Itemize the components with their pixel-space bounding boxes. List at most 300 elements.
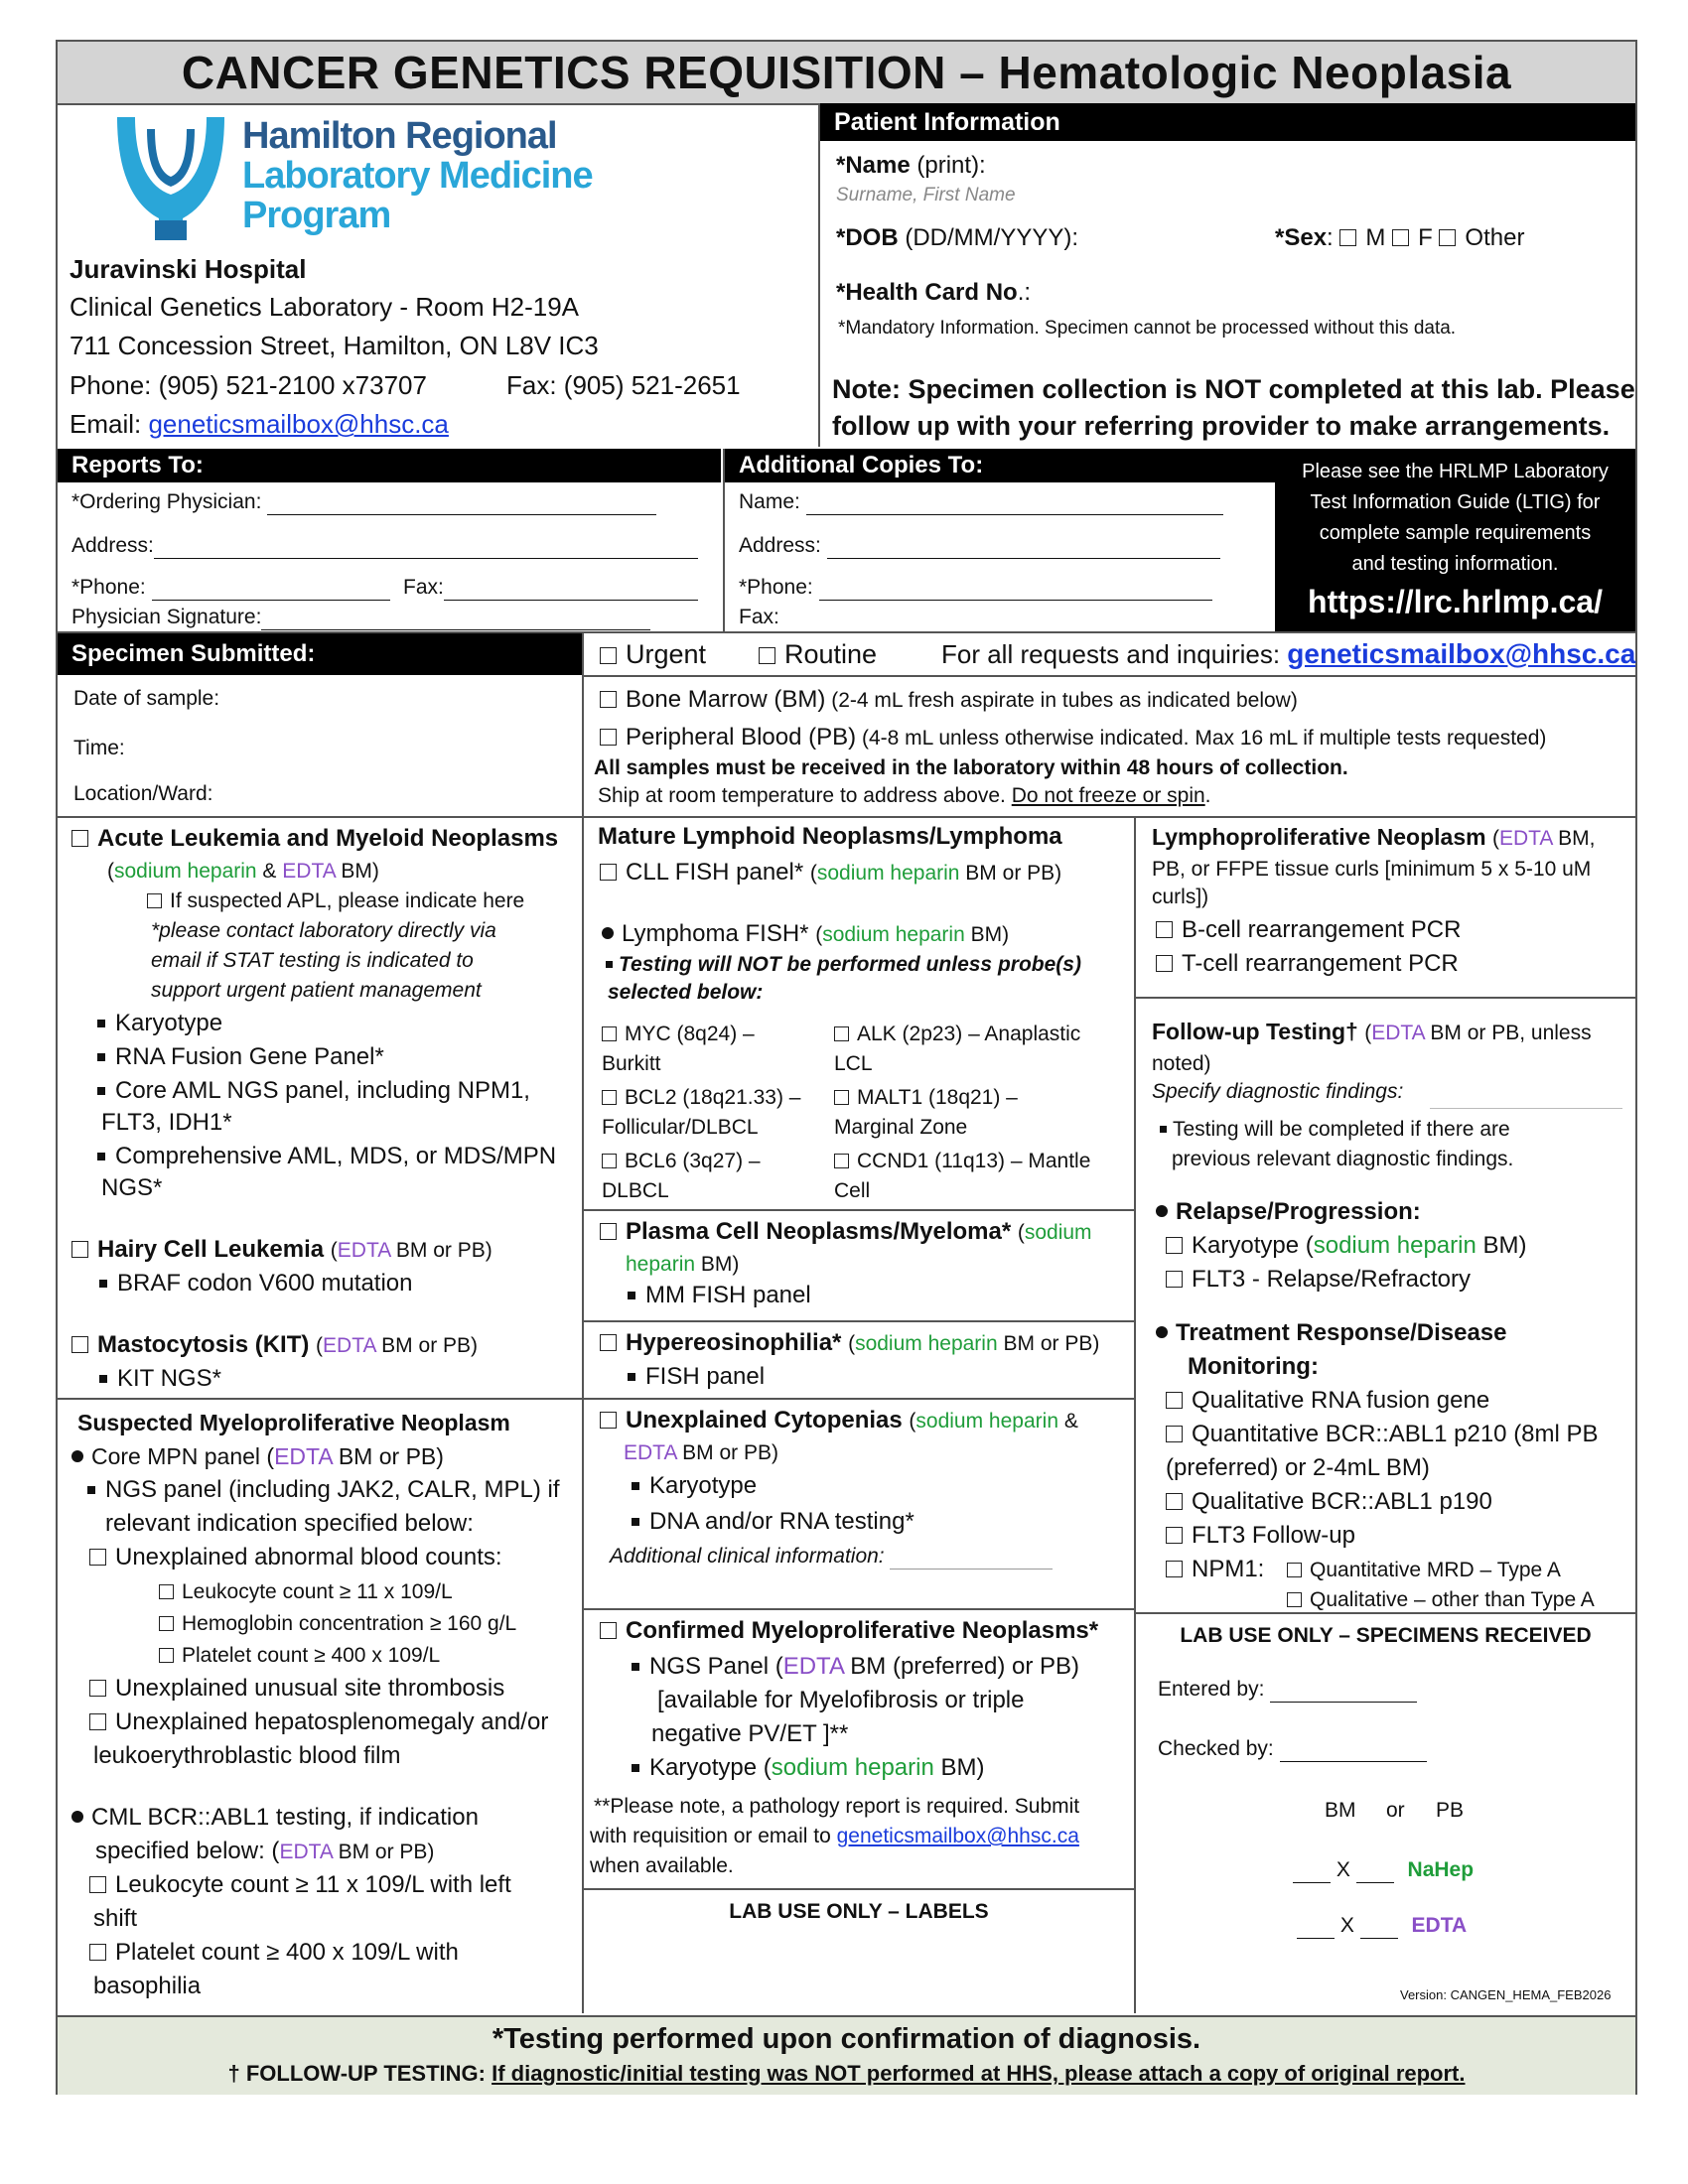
cyto-dna-rna-label: DNA and/or RNA testing* xyxy=(649,1508,914,1535)
within-48h-note: All samples must be received in the laboratory within 48 hours of collection. xyxy=(594,756,1348,779)
acute-leukemia-checkbox[interactable] xyxy=(71,830,88,847)
apl-checkbox[interactable] xyxy=(147,893,162,908)
core-mpn-option[interactable] xyxy=(71,1441,444,1471)
followup-note-text: Testing will be completed if there are xyxy=(1173,1118,1510,1141)
lab-email-row xyxy=(70,409,449,439)
lab-phone: Phone: (905) 521-2100 x73707 xyxy=(70,370,427,400)
followup-title: Follow-up Testing† xyxy=(1152,1019,1358,1044)
copies-address-field[interactable] xyxy=(739,532,1220,559)
probe-bcl6-line-2: DLBCL xyxy=(602,1179,669,1202)
hairy-cell-checkbox[interactable] xyxy=(71,1241,88,1258)
plasma-tube-line-2 xyxy=(626,1251,739,1278)
hemoglobin-label: Hemoglobin concentration ≥ 160 g/L xyxy=(182,1612,517,1635)
masto-tube-rest: BM or PB) xyxy=(375,1334,479,1357)
cytopenias-checkbox[interactable] xyxy=(600,1412,617,1429)
hypereosinophilia-checkbox[interactable] xyxy=(600,1334,617,1351)
plasma-tube-rest: BM) xyxy=(695,1253,740,1276)
probe-myc-label: MYC (8q24) – xyxy=(625,1023,755,1045)
pathology-note-1: **Please note, a pathology report is required. Submit xyxy=(594,1795,1080,1818)
bm-col-label: BM xyxy=(1325,1799,1356,1822)
inquiries-email-link[interactable]: geneticsmailbox@hhsc.ca xyxy=(1287,638,1636,669)
probe-bcl2-label: BCL2 (18q21.33) – xyxy=(625,1086,801,1109)
lymphoproliferative-title: Lymphoproliferative Neoplasm xyxy=(1152,824,1486,850)
pathology-note-2 xyxy=(590,1823,1079,1849)
copies-fax-field[interactable] xyxy=(739,604,779,630)
relapse-kary-tube-rest: BM) xyxy=(1476,1232,1527,1259)
amp: & xyxy=(1058,1410,1078,1433)
cml-line-2 xyxy=(95,1837,434,1867)
time-label[interactable]: Time: xyxy=(73,737,125,759)
probe-ccnd1-label: CCND1 (11q13) – Mantle xyxy=(857,1150,1091,1172)
lab-department: Clinical Genetics Laboratory - Room H2-19A xyxy=(70,292,579,322)
quant-p210-checkbox[interactable] xyxy=(1166,1426,1183,1442)
sex-m-checkbox[interactable] xyxy=(1339,229,1356,246)
probe-malt1-label: MALT1 (18q21) – xyxy=(857,1086,1018,1109)
lymphoproliferative-title-row: Lymphoproliferative Neoplasm (EDTA BM, xyxy=(1152,824,1596,850)
hepatosplenomegaly-checkbox[interactable] xyxy=(89,1713,106,1730)
cml-platelet-label: Platelet count ≥ 400 x 109/L with xyxy=(115,1939,459,1966)
ship-note xyxy=(598,782,1211,809)
followup-title-row: Follow-up Testing† (EDTA BM or PB, unless xyxy=(1152,1019,1592,1044)
b-cell-pcr-label: B-cell rearrangement PCR xyxy=(1182,916,1462,943)
lab-email-link[interactable]: geneticsmailbox@hhsc.ca xyxy=(148,409,449,439)
ordering-physician-label: *Ordering Physician: xyxy=(71,490,262,513)
followup-note-2: previous relevant diagnostic findings. xyxy=(1172,1148,1514,1170)
reports-phone-field[interactable] xyxy=(71,574,390,601)
braf-label: BRAF codon V600 mutation xyxy=(117,1270,413,1297)
treatment-option[interactable] xyxy=(1156,1318,1506,1348)
sex-other-label: Other xyxy=(1465,224,1525,251)
treatment-label: Treatment Response/Disease xyxy=(1176,1319,1507,1346)
probe-ccnd1-checkbox[interactable] xyxy=(834,1154,849,1168)
flt3-followup-label: FLT3 Follow-up xyxy=(1192,1522,1355,1549)
email-label: Email: xyxy=(70,409,149,439)
probe-bcl6-label: BCL6 (3q27) – xyxy=(625,1150,761,1172)
collection-note-2: follow up with your referring provider to make arrangements. xyxy=(832,411,1611,441)
bone-marrow-option[interactable] xyxy=(600,685,1298,716)
sex-other-checkbox[interactable] xyxy=(1439,229,1456,246)
rna-fusion-label: RNA Fusion Gene Panel* xyxy=(115,1043,384,1070)
cll-tube-rest: BM or PB) xyxy=(959,862,1062,885)
health-card-label: *Health Card No xyxy=(836,279,1018,306)
lab-use-labels-title: LAB USE ONLY – LABELS xyxy=(729,1900,989,1923)
hemoglobin-checkbox[interactable] xyxy=(159,1616,174,1631)
followup-tube-rest: BM or PB, unless xyxy=(1424,1022,1592,1044)
probe-alk-option[interactable] xyxy=(834,1021,1080,1047)
pathology-note-text: with requisition or email to xyxy=(590,1825,837,1847)
footer-line-2 xyxy=(58,2059,1635,2089)
checked-by-label: Checked by: xyxy=(1158,1737,1274,1760)
patient-info-header: Patient Information xyxy=(820,103,1635,141)
thrombosis-label: Unexplained unusual site thrombosis xyxy=(115,1675,505,1702)
tube-edta: EDTA xyxy=(337,1239,391,1262)
npm1-mrd-label: Quantitative MRD – Type A xyxy=(1310,1559,1561,1581)
nahep-count-row[interactable] xyxy=(1293,1856,1474,1883)
cytopenias-option[interactable]: Unexplained Cytopenias (sodium heparin & xyxy=(600,1406,1078,1436)
sex-f-checkbox[interactable] xyxy=(1392,229,1409,246)
probe-myc-option[interactable] xyxy=(602,1021,755,1047)
flt3-followup-option[interactable] xyxy=(1166,1521,1355,1551)
flt3-relapse-checkbox[interactable] xyxy=(1166,1271,1183,1288)
version-label: Version: CANGEN_HEMA_FEB2026 xyxy=(1400,1987,1612,2002)
hepatosplenomegaly-label: Unexplained hepatosplenomegaly and/or xyxy=(115,1708,549,1735)
cll-fish-label: CLL FISH panel* xyxy=(626,859,804,886)
cml-line-2-text: specified below: ( xyxy=(95,1838,280,1864)
cml-option[interactable] xyxy=(71,1803,479,1833)
qual-rna-checkbox[interactable] xyxy=(1166,1392,1183,1409)
date-of-sample-label[interactable]: Date of sample: xyxy=(73,687,220,710)
thrombosis-checkbox[interactable] xyxy=(89,1680,106,1697)
qual-rna-label: Qualitative RNA fusion gene xyxy=(1192,1387,1490,1414)
ltig-box xyxy=(1275,449,1635,633)
tube-sodium-heparin: sodium heparin xyxy=(114,860,257,883)
ngs-panel-line-2: relevant indication specified below: xyxy=(105,1510,474,1537)
abnormal-counts-label: Unexplained abnormal blood counts: xyxy=(115,1544,502,1570)
probe-warning-1 xyxy=(606,951,1081,978)
tube-sodium-heparin: sodium xyxy=(1024,1221,1092,1244)
hypereo-tube-rest: BM or PB) xyxy=(997,1332,1100,1355)
b-cell-pcr-option[interactable] xyxy=(1156,915,1461,945)
thrombosis-option[interactable] xyxy=(89,1674,504,1704)
inquiries-label: For all requests and inquiries: xyxy=(941,639,1281,669)
kit-item xyxy=(99,1364,221,1394)
cml-label: CML BCR::ABL1 testing, if indication xyxy=(91,1804,479,1831)
core-aml-label: Core AML NGS panel, including NPM1, xyxy=(115,1077,530,1104)
abnormal-counts-checkbox[interactable] xyxy=(89,1549,106,1566)
plasma-cell-option[interactable]: Plasma Cell Neoplasms/Myeloma* (sodium xyxy=(600,1217,1092,1248)
probe-malt1-checkbox[interactable] xyxy=(834,1090,849,1105)
dob-field[interactable] xyxy=(836,223,1078,253)
platelet-label: Platelet count ≥ 400 x 109/L xyxy=(182,1644,441,1667)
ordering-physician-field[interactable] xyxy=(71,488,656,515)
copies-fax-label: Fax: xyxy=(739,606,779,628)
specify-findings-field[interactable] xyxy=(1152,1078,1403,1105)
probe-warning-text: Testing will NOT be performed unless probe(s) xyxy=(619,953,1081,976)
copies-name-label: Name: xyxy=(739,490,800,513)
ltig-line-2: Test Information Guide (LTIG) for xyxy=(1310,491,1601,513)
x-label: X xyxy=(1339,1914,1354,1937)
followup-note-1 xyxy=(1160,1116,1510,1143)
stat-note-3: support urgent patient management xyxy=(151,979,482,1002)
acute-leukemia-option[interactable] xyxy=(71,824,558,854)
treatment-line-2: Monitoring: xyxy=(1188,1353,1319,1380)
confirmed-ngs-line-2: [available for Myelofibrosis or triple xyxy=(657,1687,1025,1713)
qual-rna-option[interactable] xyxy=(1166,1386,1489,1416)
cytopenias-title: Unexplained Cytopenias xyxy=(626,1407,903,1433)
relapse-karyotype-checkbox[interactable] xyxy=(1166,1237,1183,1254)
paren-open: ( xyxy=(107,860,114,883)
relapse-karyotype-option[interactable] xyxy=(1166,1231,1527,1261)
cml-platelet-line-2: basophilia xyxy=(93,1973,202,1999)
ngs-panel-label: NGS panel (including JAK2, CALR, MPL) if xyxy=(105,1476,560,1503)
leukocyte-label: Leukocyte count ≥ 11 x 109/L xyxy=(182,1580,453,1603)
tube-edta: EDTA xyxy=(323,1334,376,1357)
cyto-dna-rna-item[interactable] xyxy=(632,1507,914,1537)
lympho-tube-rest: BM, xyxy=(1552,827,1596,850)
relapse-karyotype-label: Karyotype ( xyxy=(1192,1232,1314,1259)
probe-myc-line-2: Burkitt xyxy=(602,1052,661,1075)
relapse-label: Relapse/Progression: xyxy=(1176,1198,1421,1225)
footer-underline: If diagnostic/initial testing was NOT performed at HHS, please attach a copy of original report. xyxy=(492,2061,1466,2086)
entered-by-field[interactable] xyxy=(1158,1676,1417,1703)
x-label: X xyxy=(1336,1858,1350,1881)
edta-label: EDTA xyxy=(1411,1914,1468,1937)
flt3-relapse-option[interactable] xyxy=(1166,1265,1471,1295)
ship-text: Ship at room temperature to address above. xyxy=(598,784,1012,807)
hairy-cell-option[interactable]: Hairy Cell Leukemia (EDTA BM or PB) xyxy=(71,1235,492,1266)
tube-edta: EDTA xyxy=(282,860,336,883)
probe-bcl2-option[interactable] xyxy=(602,1084,800,1111)
b-cell-pcr-checkbox[interactable] xyxy=(1156,921,1173,938)
lymphoma-tube-rest: BM) xyxy=(964,923,1010,946)
cyto-karyotype-item[interactable] xyxy=(632,1471,757,1501)
acute-item-comprehensive[interactable] xyxy=(97,1142,556,1171)
nahep-label: NaHep xyxy=(1407,1858,1475,1881)
flt3-followup-checkbox[interactable] xyxy=(1166,1527,1183,1544)
reports-address-label: Address: xyxy=(71,534,154,557)
probe-malt1-line-2: Marginal Zone xyxy=(834,1116,968,1139)
cml-leukocyte-checkbox[interactable] xyxy=(89,1876,106,1893)
copies-phone-field[interactable] xyxy=(739,574,1212,601)
hrlmp-logo-icon xyxy=(111,109,230,248)
form-title: CANCER GENETICS REQUISITION – Hematologic Neoplasia xyxy=(58,42,1635,105)
confirmed-kary-tube-rest: BM) xyxy=(933,1754,985,1781)
qual-p190-option[interactable] xyxy=(1166,1487,1492,1517)
hypereosinophilia-title: Hypereosinophilia* xyxy=(626,1329,842,1356)
peripheral-blood-option[interactable] xyxy=(600,723,1546,753)
tube-edta: EDTA xyxy=(624,1441,677,1464)
ltig-line-4: and testing information. xyxy=(1351,553,1559,575)
ltig-url-link[interactable]: https://lrc.hrlmp.ca/ xyxy=(1308,584,1603,619)
tube-sodium-heparin: sodium heparin xyxy=(915,1410,1058,1433)
hairy-tube-rest: BM or PB) xyxy=(390,1239,492,1262)
acute-item-rna-fusion[interactable] xyxy=(97,1042,384,1072)
lympho-line-2: PB, or FFPE tissue curls [minimum 5 x 5-10 uM xyxy=(1152,858,1592,881)
fish-panel-item xyxy=(628,1362,765,1392)
copies-name-field[interactable] xyxy=(739,488,1223,515)
mastocytosis-checkbox[interactable] xyxy=(71,1336,88,1353)
urgent-checkbox[interactable] xyxy=(600,647,617,664)
reports-address-field[interactable] xyxy=(71,532,698,559)
peripheral-blood-checkbox[interactable] xyxy=(600,729,617,746)
t-cell-pcr-option[interactable] xyxy=(1156,949,1459,979)
probe-alk-line-2: LCL xyxy=(834,1052,873,1075)
probe-ccnd1-option[interactable] xyxy=(834,1148,1090,1174)
footer-prefix: † FOLLOW-UP TESTING: xyxy=(227,2061,492,2086)
hypereosinophilia-option[interactable]: Hypereosinophilia* (sodium heparin BM or PB) xyxy=(600,1328,1099,1359)
cml-leukocyte-line-2: shift xyxy=(93,1905,138,1932)
confirmed-karyotype-label: Karyotype ( xyxy=(649,1754,772,1781)
npm1-qual-label: Qualitative – other than Type A xyxy=(1310,1588,1595,1611)
lab-use-specimens-title: LAB USE ONLY – SPECIMENS RECEIVED xyxy=(1180,1624,1592,1647)
lymphoma-fish-option[interactable]: Lymphoma FISH* (sodium heparin BM) xyxy=(602,919,1009,950)
additional-copies-header: Additional Copies To: xyxy=(725,449,1275,482)
ngs-panel-option[interactable] xyxy=(87,1475,560,1505)
tube-sodium-heparin: sodium heparin xyxy=(816,862,960,885)
probe-malt1-option[interactable] xyxy=(834,1084,1018,1111)
ship-underline: Do not freeze or spin xyxy=(1011,784,1205,807)
abnormal-counts-option[interactable] xyxy=(89,1543,502,1572)
braf-item xyxy=(99,1269,413,1298)
physician-signature-label: Physician Signature: xyxy=(71,606,262,628)
acute-item-core-aml[interactable] xyxy=(97,1076,530,1106)
t-cell-pcr-checkbox[interactable] xyxy=(1156,955,1173,972)
mastocytosis-title: Mastocytosis (KIT) xyxy=(97,1331,310,1358)
hairy-cell-title: Hairy Cell Leukemia xyxy=(97,1236,325,1263)
probe-bcl6-option[interactable] xyxy=(602,1148,761,1174)
confirmed-ngs-tube-rest: BM (preferred) or PB) xyxy=(843,1653,1080,1680)
npm1-checkbox[interactable] xyxy=(1166,1561,1183,1577)
logo-text-2: Laboratory Medicine xyxy=(242,155,593,197)
hepatosplenomegaly-option[interactable] xyxy=(89,1707,548,1737)
leukocyte-checkbox[interactable] xyxy=(159,1584,174,1599)
cll-fish-checkbox[interactable] xyxy=(600,864,617,881)
tube-edta: EDTA xyxy=(782,1653,844,1680)
cml-platelet-option[interactable] xyxy=(89,1938,459,1968)
core-mpn-tube-rest: BM or PB) xyxy=(332,1443,444,1469)
cml-leukocyte-option[interactable] xyxy=(89,1870,511,1900)
confirmed-mpn-option[interactable] xyxy=(600,1616,1098,1646)
clinical-info-field[interactable] xyxy=(610,1543,1053,1570)
probe-bcl2-checkbox[interactable] xyxy=(602,1090,617,1105)
routine-option[interactable] xyxy=(759,639,877,669)
hospital-name: Juravinski Hospital xyxy=(70,254,307,284)
cml-platelet-checkbox[interactable] xyxy=(89,1944,106,1961)
tube-edta: EDTA xyxy=(274,1443,333,1469)
followup-noted: noted) xyxy=(1152,1052,1211,1075)
fish-panel-label: FISH panel xyxy=(645,1363,766,1390)
urgent-option[interactable] xyxy=(600,639,706,669)
mpn-title: Suspected Myeloproliferative Neoplasm xyxy=(77,1410,510,1435)
acute-leukemia-title: Acute Leukemia and Myeloid Neoplasms xyxy=(97,825,559,852)
reports-to-header: Reports To: xyxy=(58,449,721,482)
location-label[interactable]: Location/Ward: xyxy=(73,782,213,805)
reports-fax-label: Fax: xyxy=(403,576,444,599)
acute-item-core-aml-2: FLT3, IDH1* xyxy=(101,1109,232,1136)
name-field[interactable] xyxy=(836,151,986,181)
logo-text-3: Program xyxy=(242,195,391,236)
leukocyte-option[interactable] xyxy=(159,1578,453,1605)
sex-f-label: F xyxy=(1418,224,1433,251)
comprehensive-label: Comprehensive AML, MDS, or MDS/MPN xyxy=(115,1143,557,1169)
mandatory-note: *Mandatory Information. Specimen cannot be processed without this data. xyxy=(838,318,1457,339)
probe-warning-2: selected below: xyxy=(608,981,764,1004)
copies-phone-label: *Phone: xyxy=(739,576,813,599)
confirmed-ngs-label: NGS Panel ( xyxy=(649,1653,783,1680)
core-mpn-label: Core MPN panel ( xyxy=(91,1443,275,1469)
plasma-cell-checkbox[interactable] xyxy=(600,1223,617,1240)
hemoglobin-option[interactable] xyxy=(159,1610,516,1637)
cyto-karyotype-label: Karyotype xyxy=(649,1472,758,1499)
confirmed-mpn-title: Confirmed Myeloproliferative Neoplasms* xyxy=(626,1617,1099,1644)
npm1-qual-checkbox[interactable] xyxy=(1287,1592,1302,1607)
npm1-label: NPM1: xyxy=(1192,1556,1265,1582)
checked-by-field[interactable] xyxy=(1158,1735,1427,1762)
npm1-mrd-checkbox[interactable] xyxy=(1287,1563,1302,1577)
sex-label: *Sex xyxy=(1275,224,1328,251)
pathology-email-link[interactable]: geneticsmailbox@hhsc.ca xyxy=(836,1825,1079,1847)
apl-option[interactable] xyxy=(147,887,524,914)
quant-p210-line-2: (preferred) or 2-4mL BM) xyxy=(1166,1454,1430,1481)
urgent-label: Urgent xyxy=(626,639,707,669)
physician-signature-field[interactable] xyxy=(71,604,650,630)
clinical-info-label: Additional clinical information: xyxy=(610,1545,885,1568)
pb-label: Peripheral Blood (PB) xyxy=(626,724,857,751)
mastocytosis-option[interactable]: Mastocytosis (KIT) (EDTA BM or PB) xyxy=(71,1330,478,1361)
confirmed-ngs-item[interactable] xyxy=(632,1652,1079,1682)
hepatosplenomegaly-line-2: leukoerythroblastic blood film xyxy=(93,1742,401,1769)
confirmed-ngs-line-3: negative PV/ET ]** xyxy=(651,1720,849,1747)
stat-note-2: email if STAT testing is indicated to xyxy=(151,949,474,972)
acute-tubes xyxy=(107,858,379,885)
lymphoid-title: Mature Lymphoid Neoplasms/Lymphoma xyxy=(598,823,1062,850)
dob-label: *DOB xyxy=(836,224,899,251)
amp: & xyxy=(256,860,283,883)
bm-label: Bone Marrow (BM) xyxy=(626,686,826,713)
t-cell-pcr-label: T-cell rearrangement PCR xyxy=(1182,950,1459,977)
health-card-field[interactable] xyxy=(836,278,1031,308)
pathology-note-3: when available. xyxy=(590,1854,734,1877)
sex-m-label: M xyxy=(1365,224,1386,251)
probe-ccnd1-line-2: Cell xyxy=(834,1179,871,1202)
acute-item-comprehensive-2: NGS* xyxy=(101,1174,163,1201)
karyotype-label: Karyotype xyxy=(115,1010,223,1036)
edta-count-row[interactable] xyxy=(1297,1912,1467,1939)
qual-p190-checkbox[interactable] xyxy=(1166,1493,1183,1510)
quant-p210-option[interactable] xyxy=(1166,1420,1599,1449)
relapse-option[interactable] xyxy=(1156,1197,1421,1227)
probe-bcl6-checkbox[interactable] xyxy=(602,1154,617,1168)
reports-phone-label: *Phone: xyxy=(71,576,146,599)
inquiries-row xyxy=(941,639,1635,669)
stat-note-1: *please contact laboratory directly via xyxy=(151,919,496,942)
tube-edta: EDTA xyxy=(1498,827,1553,850)
npm1-option[interactable] xyxy=(1166,1555,1264,1584)
quant-p210-label: Quantitative BCR::ABL1 p210 (8ml PB xyxy=(1192,1421,1599,1447)
npm1-qual-option[interactable] xyxy=(1287,1586,1595,1613)
lymphoma-fish-label: Lymphoma FISH* xyxy=(622,920,809,947)
routine-checkbox[interactable] xyxy=(759,647,775,664)
tube-edta: EDTA xyxy=(1371,1022,1425,1044)
ltig-line-3: complete sample requirements xyxy=(1319,522,1592,544)
probe-myc-checkbox[interactable] xyxy=(602,1026,617,1041)
collection-note-1: Note: Specimen collection is NOT completed at this lab. Please xyxy=(832,374,1635,404)
mm-fish-item xyxy=(628,1281,811,1310)
platelet-checkbox[interactable] xyxy=(159,1648,174,1663)
confirmed-karyotype-item[interactable] xyxy=(632,1753,985,1783)
cyto-tube-rest: BM or PB) xyxy=(676,1441,778,1464)
lab-address: 711 Concession Street, Hamilton, ON L8V IC3 xyxy=(70,331,599,360)
pb-note: (4-8 mL unless otherwise indicated. Max 16 mL if multiple tests requested) xyxy=(856,727,1547,750)
acute-item-karyotype[interactable] xyxy=(97,1009,222,1038)
tube-edta: EDTA xyxy=(279,1841,333,1863)
specify-findings-label: Specify diagnostic findings: xyxy=(1152,1080,1404,1103)
cml-leukocyte-label: Leukocyte count ≥ 11 x 109/L with left xyxy=(115,1871,511,1898)
pb-col-label: PB xyxy=(1436,1799,1465,1822)
ltig-line-1: Please see the HRLMP Laboratory xyxy=(1302,461,1609,482)
probe-alk-checkbox[interactable] xyxy=(834,1026,849,1041)
bone-marrow-checkbox[interactable] xyxy=(600,691,617,708)
platelet-option[interactable] xyxy=(159,1642,440,1669)
cll-fish-option[interactable]: CLL FISH panel* (sodium heparin BM or PB) xyxy=(600,858,1061,888)
kit-label: KIT NGS* xyxy=(117,1365,221,1392)
tube-heparin: heparin xyxy=(626,1253,696,1276)
reports-fax-field[interactable] xyxy=(403,574,698,601)
health-card-suffix: .: xyxy=(1017,279,1032,306)
footer-line-1: *Testing performed upon confirmation of diagnosis. xyxy=(492,2023,1201,2055)
confirmed-mpn-checkbox[interactable] xyxy=(600,1622,617,1639)
npm1-mrd-option[interactable] xyxy=(1287,1557,1561,1583)
